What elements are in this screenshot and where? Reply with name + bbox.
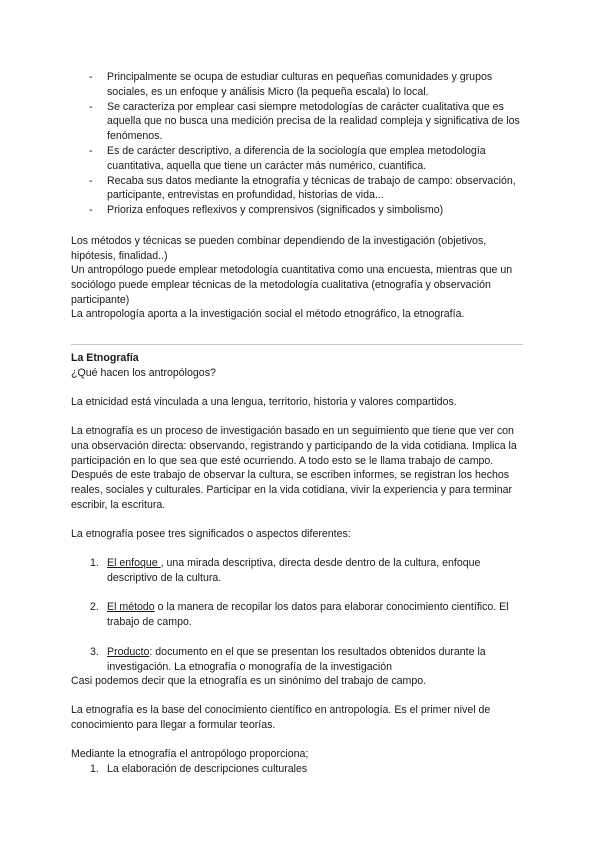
list-item-text: Se caracteriza por emplear casi siempre metodologías de carácter cualitativa que es aquella que no busca una medición precisa de la realidad compleja y significativa de los fenómenos.	[107, 100, 520, 143]
meaning-term: El enfoque	[107, 557, 161, 569]
list-item	[0, 556, 600, 586]
dash-bullet: -	[89, 204, 93, 217]
list-item	[0, 70, 600, 100]
list-item	[0, 144, 600, 174]
list-item-text: Es de carácter descriptivo, a diferencia de la sociología que emplea metodología cuantitativa, aquella que tiene un carácter más numérico, cuantifica.	[107, 144, 486, 172]
meaning-term: El método	[107, 601, 155, 614]
list-item	[0, 762, 600, 777]
meanings-list	[0, 556, 600, 674]
provides-paragraph: Mediante la etnografía el antropólogo proporciona;	[71, 748, 309, 760]
list-item-text: La elaboración de descripciones culturales	[107, 763, 308, 775]
list-item-text: Principalmente se ocupa de estudiar culturas en pequeñas comunidades y grupos sociales, es un enfoque y análisis Micro (la pequeña escala) lo local.	[107, 71, 493, 98]
ethnicity-paragraph: La etnicidad está vinculada a una lengua, territorio, historia y valores compartidos.	[71, 396, 457, 408]
anthropologist-paragraph: Un antropólogo puede emplear metodología cuantitativa como una encuesta, mientras que un sociólogo puede emplear técnicas de la metodología cualitativa (etnografía y observación participante)	[71, 264, 513, 306]
dash-bullet: -	[89, 144, 93, 157]
meaning-text: o la manera de recopilar los datos para elaborar conocimiento científico. El trabajo de campo.	[107, 601, 509, 629]
characteristics-list	[0, 70, 600, 218]
list-number: 1.	[90, 763, 99, 775]
dash-bullet: -	[89, 174, 93, 187]
meaning-text: : documento en el que se presentan los resultados obtenidos durante la investigación. La etnografía o monografía de la investigación	[107, 645, 486, 673]
section-subheading: ¿Qué hacen los antropólogos?	[71, 367, 216, 379]
methods-paragraph: Los métodos y técnicas se pueden combinar dependiendo de la investigación (objetivos, hipótesis, finalidad..)	[71, 235, 487, 262]
process-paragraph: La etnografía es un proceso de investigación basado en un seguimiento que tiene que ver con una observación directa: observando, registrando y participando de la vida cotidiana. Implica la participación en lo que sea que esté ocurriendo. A todo esto se le llama trabajo de campo. Después de este trabajo de observar la cultura, se escriben informes, se registran los hechos reales, sociales y culturales. Participar en la vida cotidiana, vivir la experiencia y para terminar escribir, la escritura.	[71, 425, 517, 511]
meaning-term: Producto	[107, 645, 150, 658]
list-number: 2.	[90, 601, 99, 614]
meaning-text: , una mirada descriptiva, directa desde dentro de la cultura, enfoque descriptivo de la cultura.	[107, 557, 481, 584]
list-item	[0, 174, 600, 204]
list-item-text: Recaba sus datos mediante la etnografía y técnicas de trabajo de campo: observación, participante, entrevistas en profundidad, historias de vida...	[107, 174, 516, 202]
provides-list	[0, 762, 600, 777]
dash-bullet: -	[89, 71, 93, 83]
base-paragraph: La etnografía es la base del conocimiento científico en antropología. Es el primer nivel de conocimiento para llegar a formular teorías.	[71, 704, 491, 731]
list-item	[0, 645, 600, 675]
section-divider	[71, 344, 523, 345]
list-item	[0, 600, 600, 630]
list-item-text: Prioriza enfoques reflexivos y comprensivos (significados y simbolismo)	[107, 204, 444, 217]
three-meanings-intro: La etnografía posee tres significados o aspectos diferentes:	[71, 528, 351, 540]
section-heading: La Etnografía	[71, 352, 139, 364]
list-item	[0, 203, 600, 218]
list-item	[0, 100, 600, 144]
dash-bullet: -	[89, 100, 93, 113]
list-number: 1.	[90, 557, 99, 569]
synonym-paragraph: Casi podemos decir que la etnografía es un sinónimo del trabajo de campo.	[71, 675, 427, 687]
contribution-paragraph: La antropología aporta a la investigación social el método etnográfico, la etnografía.	[71, 308, 465, 320]
list-number: 3.	[90, 645, 99, 658]
